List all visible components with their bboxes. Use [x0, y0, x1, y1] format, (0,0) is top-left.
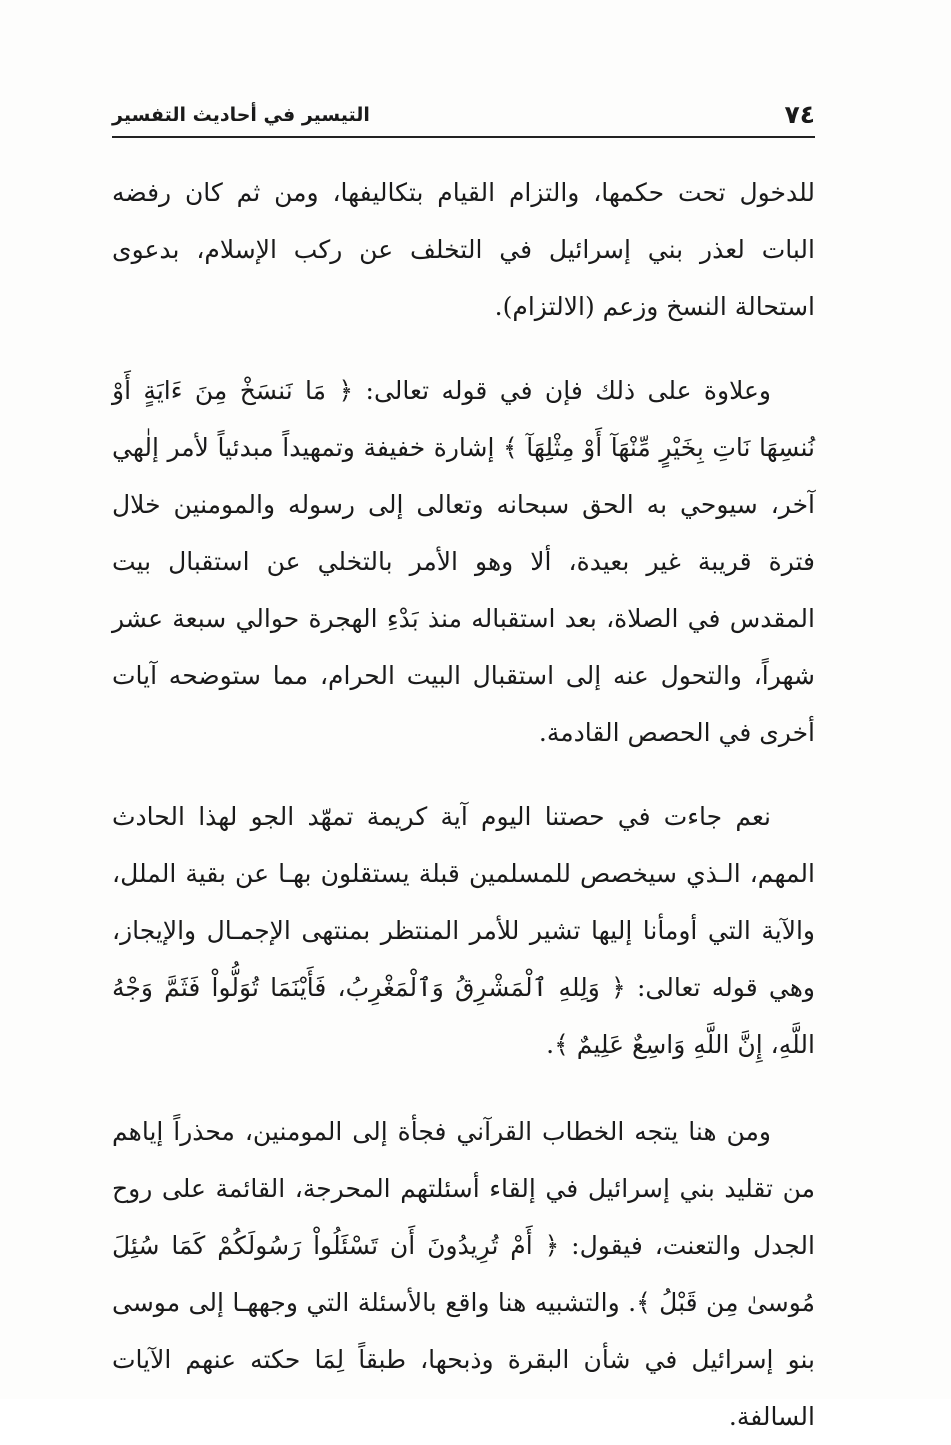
- paragraph-1: للدخول تحت حكمها، والتزام القيام بتكاليفها، ومن ثم كان رفضه البات لعذر بني إسرائيل في التخلف عن ركب الإسلام، بدعوى استحالة النسخ وزعم (الالتزام).: [112, 178, 815, 321]
- page-number: ٧٤: [784, 100, 815, 129]
- paragraph-4: ومن هنا يتجه الخطاب القرآني فجأة إلى المومنين، محذراً إياهم من تقليد بني إسرائيل في إلقاء أسئلتهم المحرجة، القائمة على روح الجدل والتعنت، فيقول: ﴿ أَمْ تُرِيدُونَ أَن تَسْئَلُواْ رَسُولَكُمْ كَمَا سُئِلَ مُوسىٰ مِن قَبْلُ ﴾. والتشبيه هنا واقع بالأسئلة التي وجههـا إلى موسى بنو إسرائيل في شأن البقرة وذبحها، طبقاً لِمَا حكته عنهم الآيات السالفة.: [112, 1117, 815, 1431]
- body-text: [112, 164, 815, 1445]
- page-header: [112, 98, 815, 134]
- paragraph-3: نعم جاءت في حصتنا اليوم آية كريمة تمهّد الجو لهذا الحادث المهم، الـذي سيخصص للمسلمين قبلة يستقلون بهـا عن بقية الملل، والآية التي أومأنا إليها تشير للأمر المنتظر بمنتهى الإجمـال والإيجاز، وهي قوله تعالى: ﴿ وَلِلهِ ٱلْمَشْرِقُ وَٱلْمَغْرِبُ، فَأَيْنَمَا تُوَلُّواْ فَثَمَّ وَجْهُ اللَّهِ، إِنَّ اللَّهِ وَاسِعٌ عَلِيمٌ ﴾.: [112, 802, 815, 1059]
- header-rule: [112, 136, 815, 138]
- paragraph-2: وعلاوة على ذلك فإن في قوله تعالى: ﴿ مَا نَنسَخْ مِنَ ءَايَةٍ أَوْ نُنسِهَا نَاتِ بِخَيْرٍ مِّنْهَآ أَوْ مِثْلِهَآ ﴾ إشارة خفيفة وتمهيداً مبدئياً لأمر إلٰهي آخر، سيوحي به الحق سبحانه وتعالى إلى رسوله والمومنين خلال فترة قريبة غير بعيدة، ألا وهو الأمر بالتخلي عن استقبال بيت المقدس في الصلاة، بعد استقباله منذ بَدْءِ الهجرة حوالي سبعة عشر شهراً، والتحول عنه إلى استقبال البيت الحرام، مما ستوضحه آيات أخرى في الحصص القادمة.: [112, 376, 815, 747]
- running-title: التيسير في أحاديث التفسير: [112, 104, 370, 126]
